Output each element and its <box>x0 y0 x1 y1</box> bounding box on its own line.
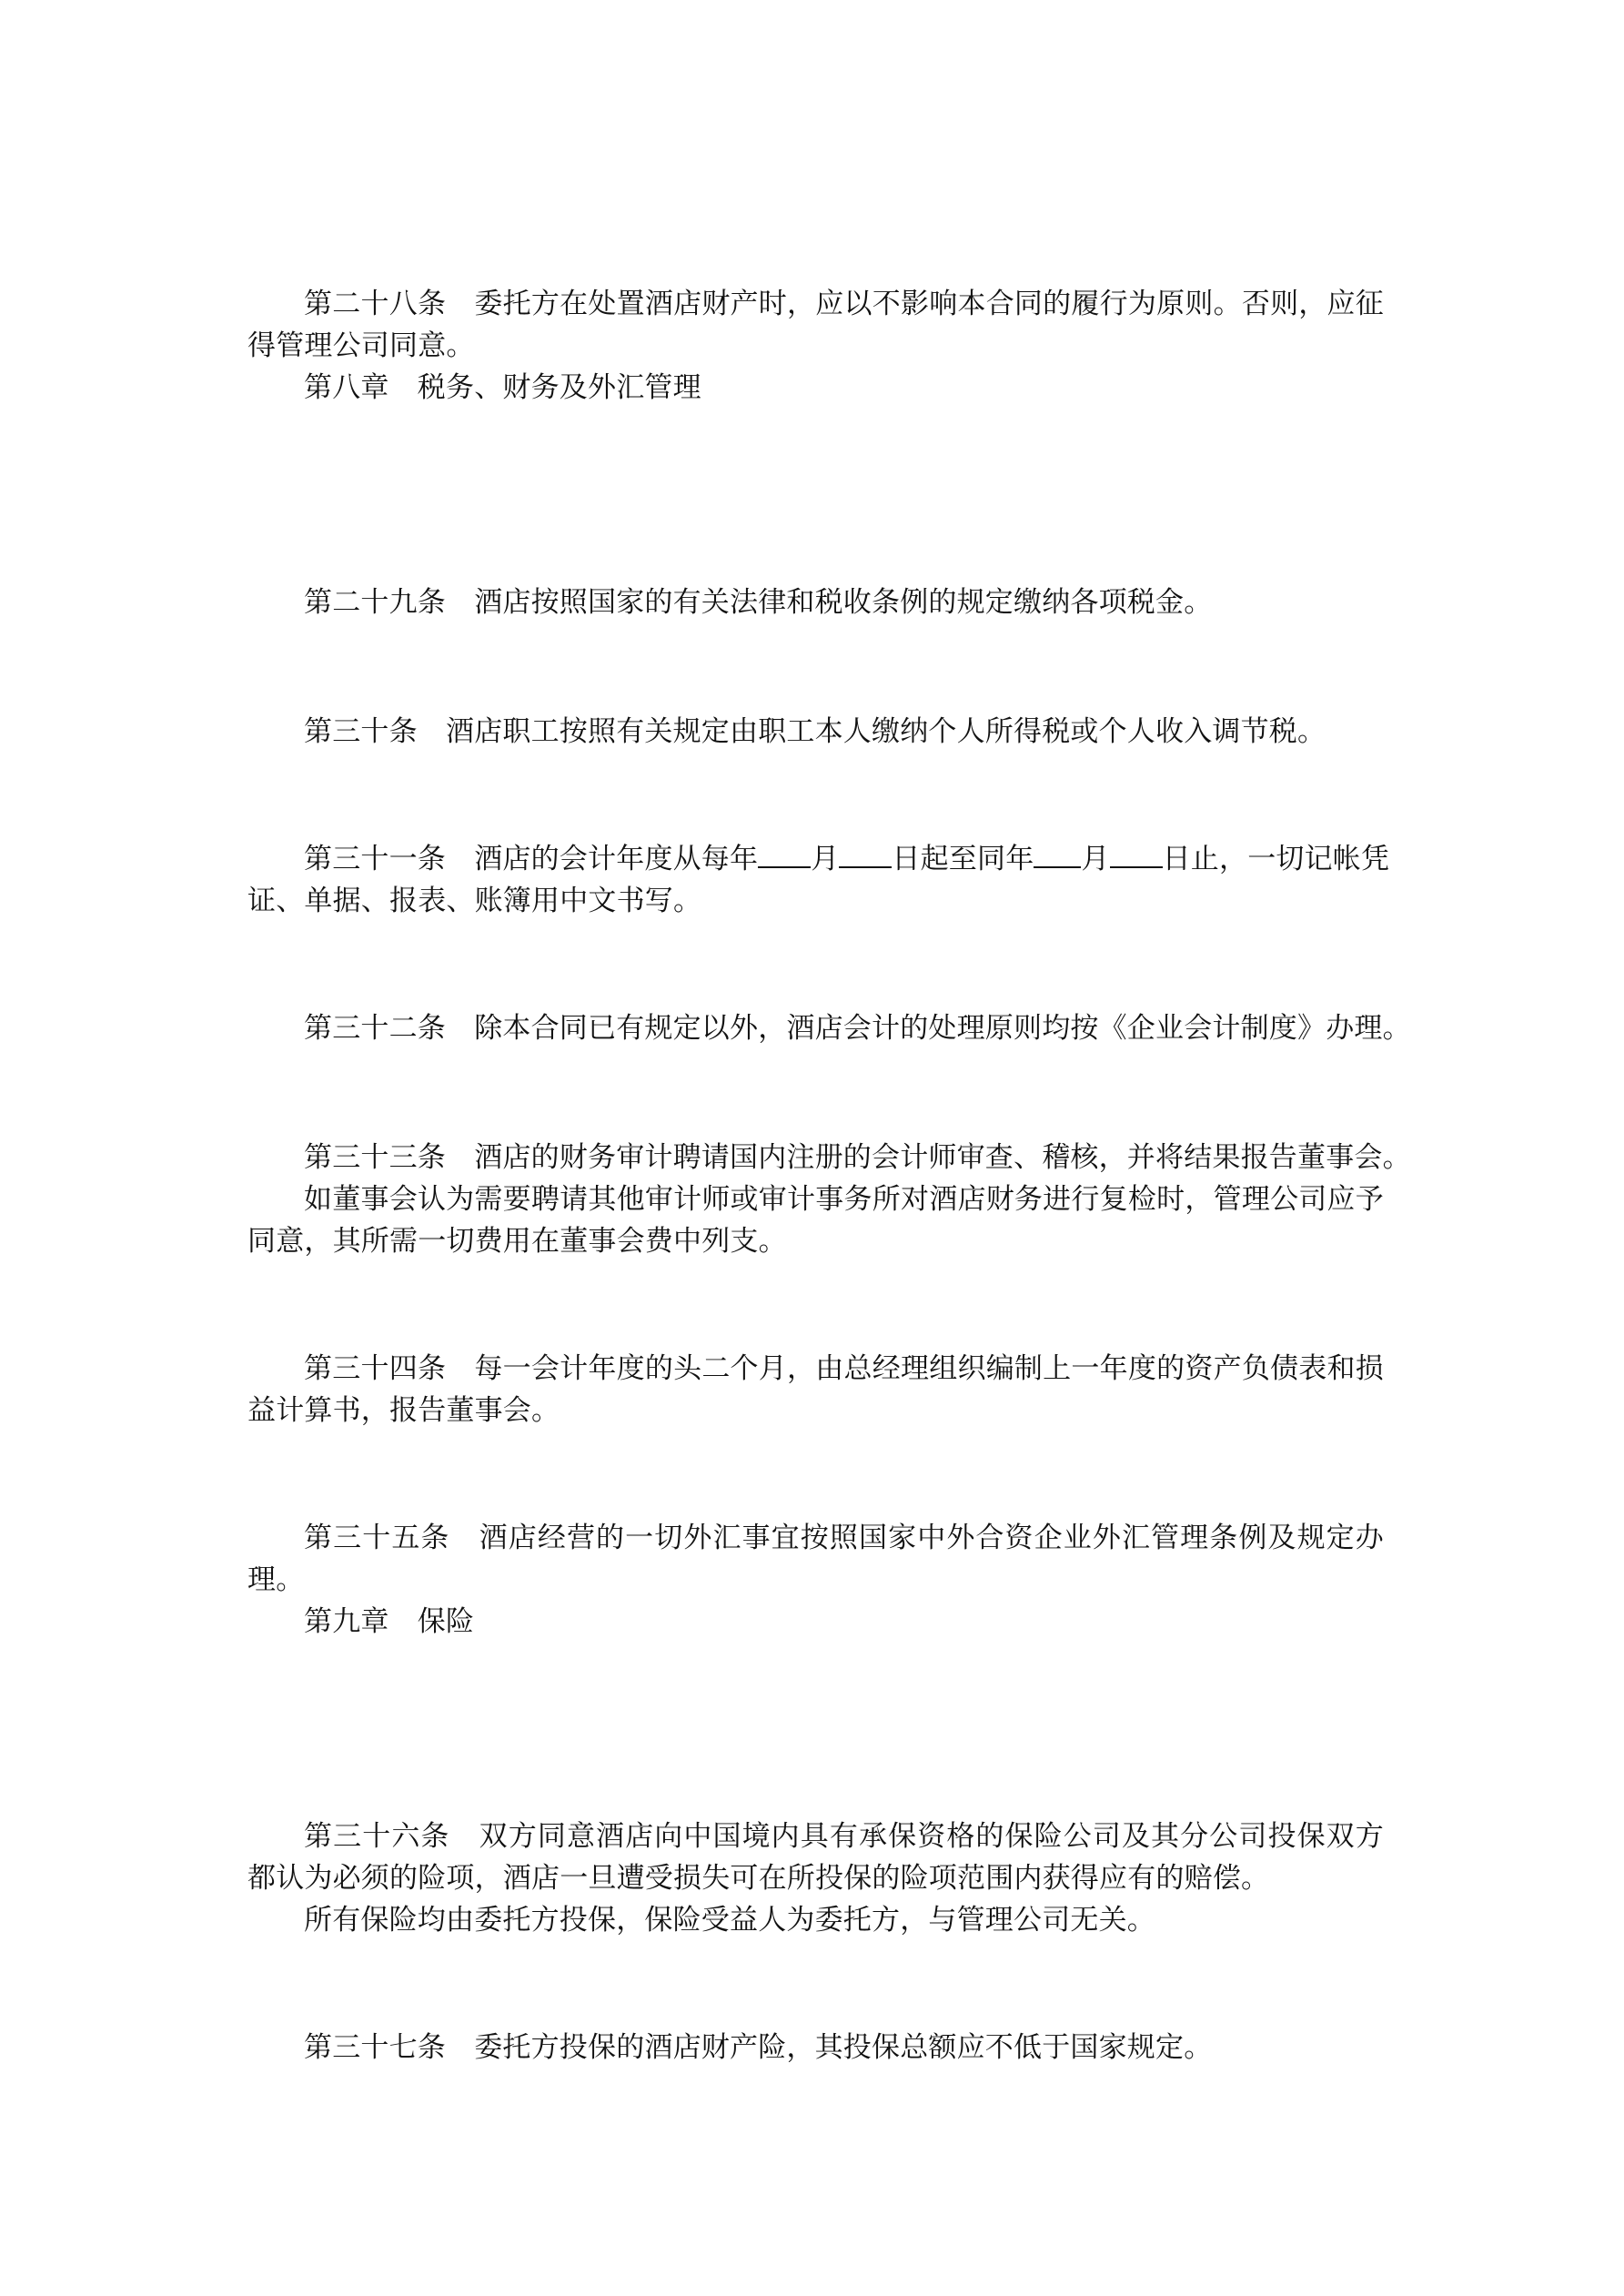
article-32: 第三十二条 除本合同已有规定以外，酒店会计的处理原则均按《企业会计制度》办理。 <box>304 1012 1411 1045</box>
fill-blank-month-end <box>1034 843 1081 868</box>
article-31-text-d: 月 <box>1081 843 1110 875</box>
article-34-line-2: 益计算书，报告董事会。 <box>247 1394 560 1427</box>
article-29: 第二十九条 酒店按照国家的有关法律和税收条例的规定缴纳各项税金。 <box>304 586 1213 619</box>
article-36-line-2: 都认为必须的险项，酒店一旦遭受损失可在所投保的险项范围内获得应有的赔偿。 <box>247 1862 1270 1895</box>
article-33-line-3: 同意，其所需一切费用在董事会费中列支。 <box>247 1225 787 1258</box>
article-31-text-a: 第三十一条 酒店的会计年度从每年 <box>304 843 759 875</box>
chapter-9-heading: 第九章 保险 <box>304 1605 475 1638</box>
article-36-line-3: 所有保险均由委托方投保，保险受益人为委托方，与管理公司无关。 <box>304 1904 1155 1937</box>
article-28-line-2: 得管理公司同意。 <box>247 329 475 362</box>
article-35-line-2: 理。 <box>247 1563 305 1596</box>
article-31-text-c: 日起至同年 <box>892 843 1034 875</box>
article-31-text-e: 日止，一切记帐凭 <box>1162 843 1390 875</box>
article-31-line-2: 证、单据、报表、账簿用中文书写。 <box>247 885 702 917</box>
chapter-8-heading: 第八章 税务、财务及外汇管理 <box>304 371 701 404</box>
article-28-line-1: 第二十八条 委托方在处置酒店财产时，应以不影响本合同的履行为原则。否则，应征 <box>304 288 1384 320</box>
article-31-line-1 <box>304 841 1390 877</box>
article-33-line-2: 如董事会认为需要聘请其他审计师或审计事务所对酒店财务进行复检时，管理公司应予 <box>304 1183 1384 1216</box>
article-31-text-b: 月 <box>811 843 840 875</box>
fill-blank-day-end <box>1110 843 1163 868</box>
fill-blank-month-start <box>758 843 811 868</box>
article-33-line-1: 第三十三条 酒店的财务审计聘请国内注册的会计师审查、稽核，并将结果报告董事会。 <box>304 1141 1411 1174</box>
article-30: 第三十条 酒店职工按照有关规定由职工本人缴纳个人所得税或个人收入调节税。 <box>304 715 1326 748</box>
article-37: 第三十七条 委托方投保的酒店财产险，其投保总额应不低于国家规定。 <box>304 2031 1213 2064</box>
article-35-line-1: 第三十五条 酒店经营的一切外汇事宜按照国家中外合资企业外汇管理条例及规定办 <box>304 1522 1384 1554</box>
article-34-line-1: 第三十四条 每一会计年度的头二个月，由总经理组织编制上一年度的资产负债表和损 <box>304 1352 1384 1385</box>
fill-blank-day-start <box>839 843 892 868</box>
article-36-line-1: 第三十六条 双方同意酒店向中国境内具有承保资格的保险公司及其分公司投保双方 <box>304 1820 1384 1853</box>
